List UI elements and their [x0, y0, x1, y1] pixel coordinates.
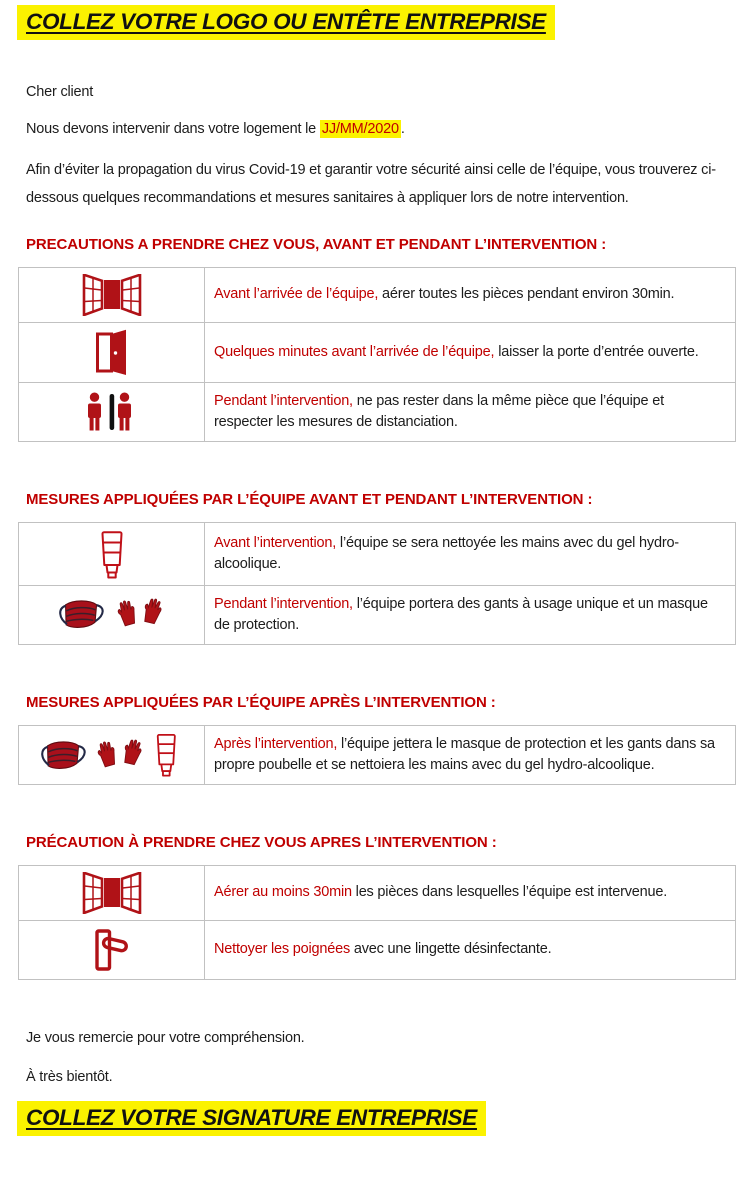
closing-thanks: Je vous remercie pour votre compréhension.: [26, 1029, 305, 1046]
info-table: [18, 522, 736, 645]
open-door-icon: [19, 322, 205, 382]
intro-paragraph: Afin d’éviter la propagation du virus Covid-19 et garantir votre sécurité ainsi celle de l’équipe, vous trouverez ci-dessous quelques recommandations et mesures sanitaires à appliquer lors de notre intervention.: [26, 161, 716, 206]
closing-goodbye: À très bientôt.: [26, 1068, 113, 1085]
greeting: Cher client: [26, 83, 94, 100]
row-text: [205, 725, 736, 784]
row-text: [205, 522, 736, 585]
section-heading: MESURES APPLIQUÉES PAR L’ÉQUIPE APRÈS L’INTERVENTION :: [26, 693, 496, 711]
row-text-rest: avec une lingette désinfectante.: [350, 941, 552, 958]
date-placeholder: JJ/MM/2020: [321, 120, 399, 137]
table-row: [19, 725, 736, 784]
table-row: [19, 267, 736, 322]
row-text-rest: laisser la porte d’entrée ouverte.: [494, 343, 699, 360]
open-window-icon: [19, 865, 205, 920]
row-text: [205, 920, 736, 979]
info-table: [18, 267, 736, 442]
social-distancing-icon: [19, 382, 205, 441]
sections-container: [0, 235, 737, 980]
table-row: [19, 322, 736, 382]
row-text-lead: Pendant l’intervention,: [214, 595, 353, 612]
row-text-rest: aérer toutes les pièces pendant environ 30min.: [378, 286, 675, 303]
row-text: [205, 865, 736, 920]
logo-placeholder: COLLEZ VOTRE LOGO OU ENTÊTE ENTREPRISE: [17, 5, 555, 40]
date-line-after: .: [400, 120, 405, 137]
row-text-rest: l’équipe jettera le masque de protection et les gants dans sa propre poubelle et se nettoiera les mains avec du gel hydro-alcoolique.: [214, 735, 715, 773]
section-heading: MESURES APPLIQUÉES PAR L’ÉQUIPE AVANT ET PENDANT L’INTERVENTION :: [26, 490, 593, 508]
row-text-lead: Avant l’arrivée de l’équipe,: [214, 286, 379, 303]
row-text-rest: l’équipe portera des gants à usage unique et un masque de protection.: [214, 595, 708, 633]
date-line-before: Nous devons intervenir dans votre logement le: [26, 120, 320, 137]
info-table: [18, 865, 736, 980]
signature-placeholder: COLLEZ VOTRE SIGNATURE ENTREPRISE: [17, 1101, 486, 1136]
row-text-lead: Nettoyer les poignées: [214, 941, 351, 958]
info-table: [18, 725, 736, 785]
mask-gloves-icon: [19, 585, 205, 644]
table-row: [19, 865, 736, 920]
row-text: [205, 322, 736, 382]
row-text: [205, 382, 736, 441]
row-text-lead: Aérer au moins 30min: [214, 884, 352, 901]
mask-gloves-gel-icon: [19, 725, 205, 784]
row-text: [205, 267, 736, 322]
table-row: [19, 382, 736, 441]
row-text: [205, 585, 736, 644]
table-row: [19, 920, 736, 979]
table-row: [19, 585, 736, 644]
open-window-icon: [19, 267, 205, 322]
row-text-rest: les pièces dans lesquelles l’équipe est intervenue.: [351, 884, 668, 901]
door-handle-icon: [19, 920, 205, 979]
row-text-lead: Avant l’intervention,: [214, 534, 337, 551]
gel-tube-icon: [19, 522, 205, 585]
row-text-lead: Après l’intervention,: [214, 735, 338, 752]
section-heading: PRÉCAUTION À PRENDRE CHEZ VOUS APRES L’INTERVENTION :: [26, 833, 497, 851]
row-text-lead: Quelques minutes avant l’arrivée de l’équipe,: [214, 343, 495, 360]
section-heading: PRECAUTIONS A PRENDRE CHEZ VOUS, AVANT ET PENDANT L’INTERVENTION :: [26, 235, 607, 253]
table-row: [19, 522, 736, 585]
row-text-lead: Pendant l’intervention,: [214, 392, 353, 409]
row-text-rest: l’équipe se sera nettoyée les mains avec du gel hydro-alcoolique.: [214, 534, 679, 572]
row-text-rest: ne pas rester dans la même pièce que l’équipe et respecter les mesures de distanciation.: [214, 392, 664, 430]
date-line: [26, 119, 712, 139]
